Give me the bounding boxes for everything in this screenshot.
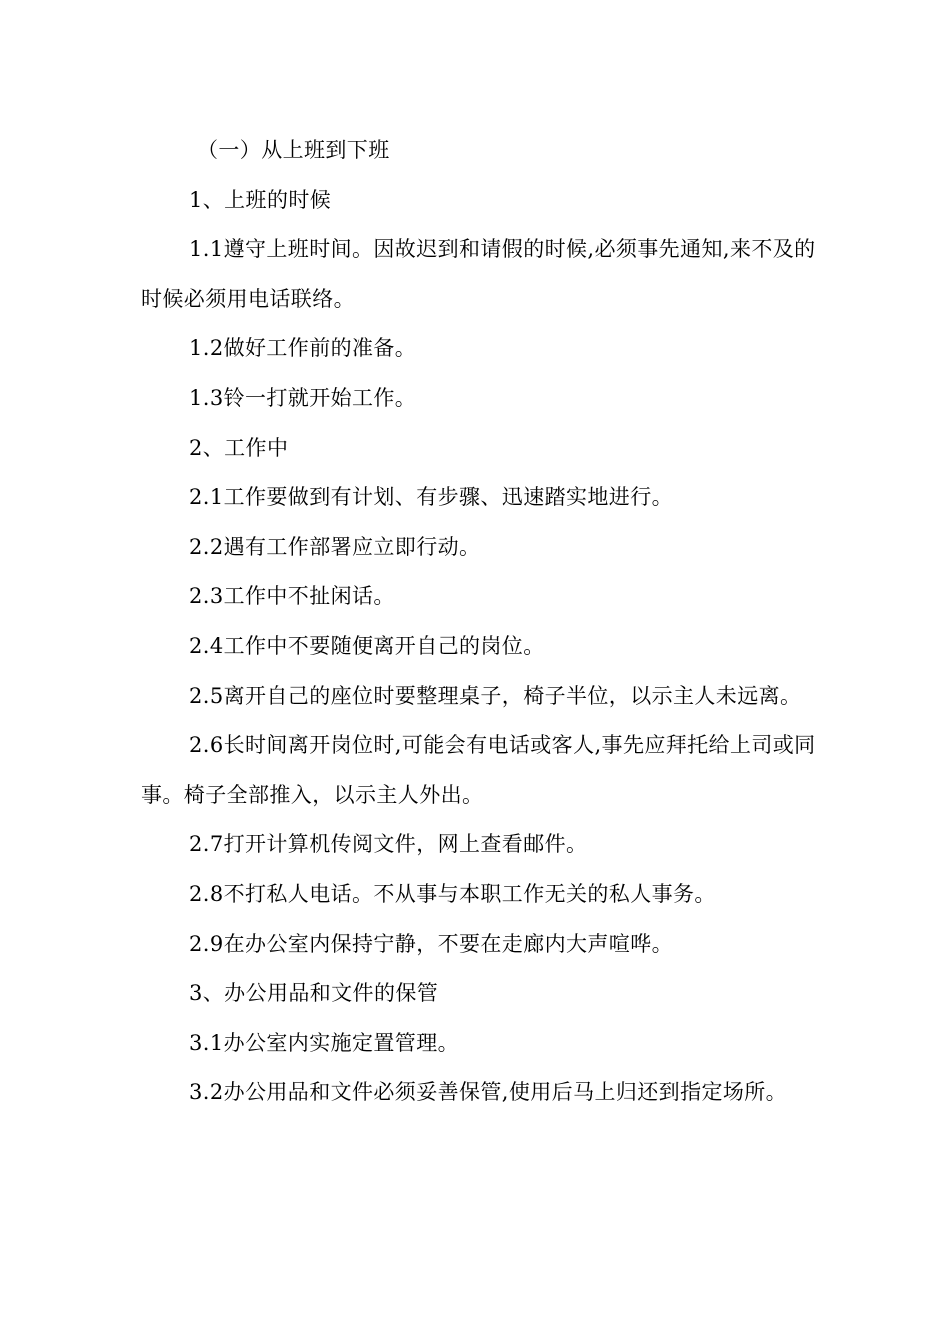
paragraph: 2.6长时间离开岗位时,可能会有电话或客人,事先应拜托给上司或同事。椅子全部推入，以示主人外出。	[141, 733, 816, 807]
paragraph: 1.2做好工作前的准备。	[189, 336, 417, 361]
paragraph: 3.2办公用品和文件必须妥善保管,使用后马上归还到指定场所。	[189, 1080, 788, 1105]
paragraph: 2.1工作要做到有计划、有步骤、迅速踏实地进行。	[189, 485, 673, 510]
section-heading: （一）从上班到下班	[197, 138, 390, 162]
paragraph: 1.3铃一打就开始工作。	[189, 385, 417, 410]
paragraph: 2.8不打私人电话。不从事与本职工作无关的私人事务。	[189, 881, 716, 906]
paragraph: 2.7打开计算机传阅文件，网上查看邮件。	[189, 832, 588, 857]
subsection-heading: 2、工作中	[189, 435, 289, 460]
paragraph: 2.5离开自己的座位时要整理桌子，椅子半位，以示主人未远离。	[189, 683, 802, 708]
subsection-heading: 3、办公用品和文件的保管	[189, 981, 439, 1006]
document-body	[141, 126, 821, 1118]
paragraph: 3.1办公室内实施定置管理。	[189, 1030, 459, 1055]
subsection-heading: 1、上班的时候	[189, 187, 332, 212]
paragraph: 1.1遵守上班时间。因故迟到和请假的时候,必须事先通知,来不及的时候必须用电话联络。	[141, 237, 816, 311]
paragraph: 2.9在办公室内保持宁静，不要在走廊内大声喧哗。	[189, 931, 673, 956]
paragraph: 2.2遇有工作部署应立即行动。	[189, 534, 481, 559]
paragraph: 2.3工作中不扯闲话。	[189, 584, 395, 609]
paragraph: 2.4工作中不要随便离开自己的岗位。	[189, 633, 545, 658]
